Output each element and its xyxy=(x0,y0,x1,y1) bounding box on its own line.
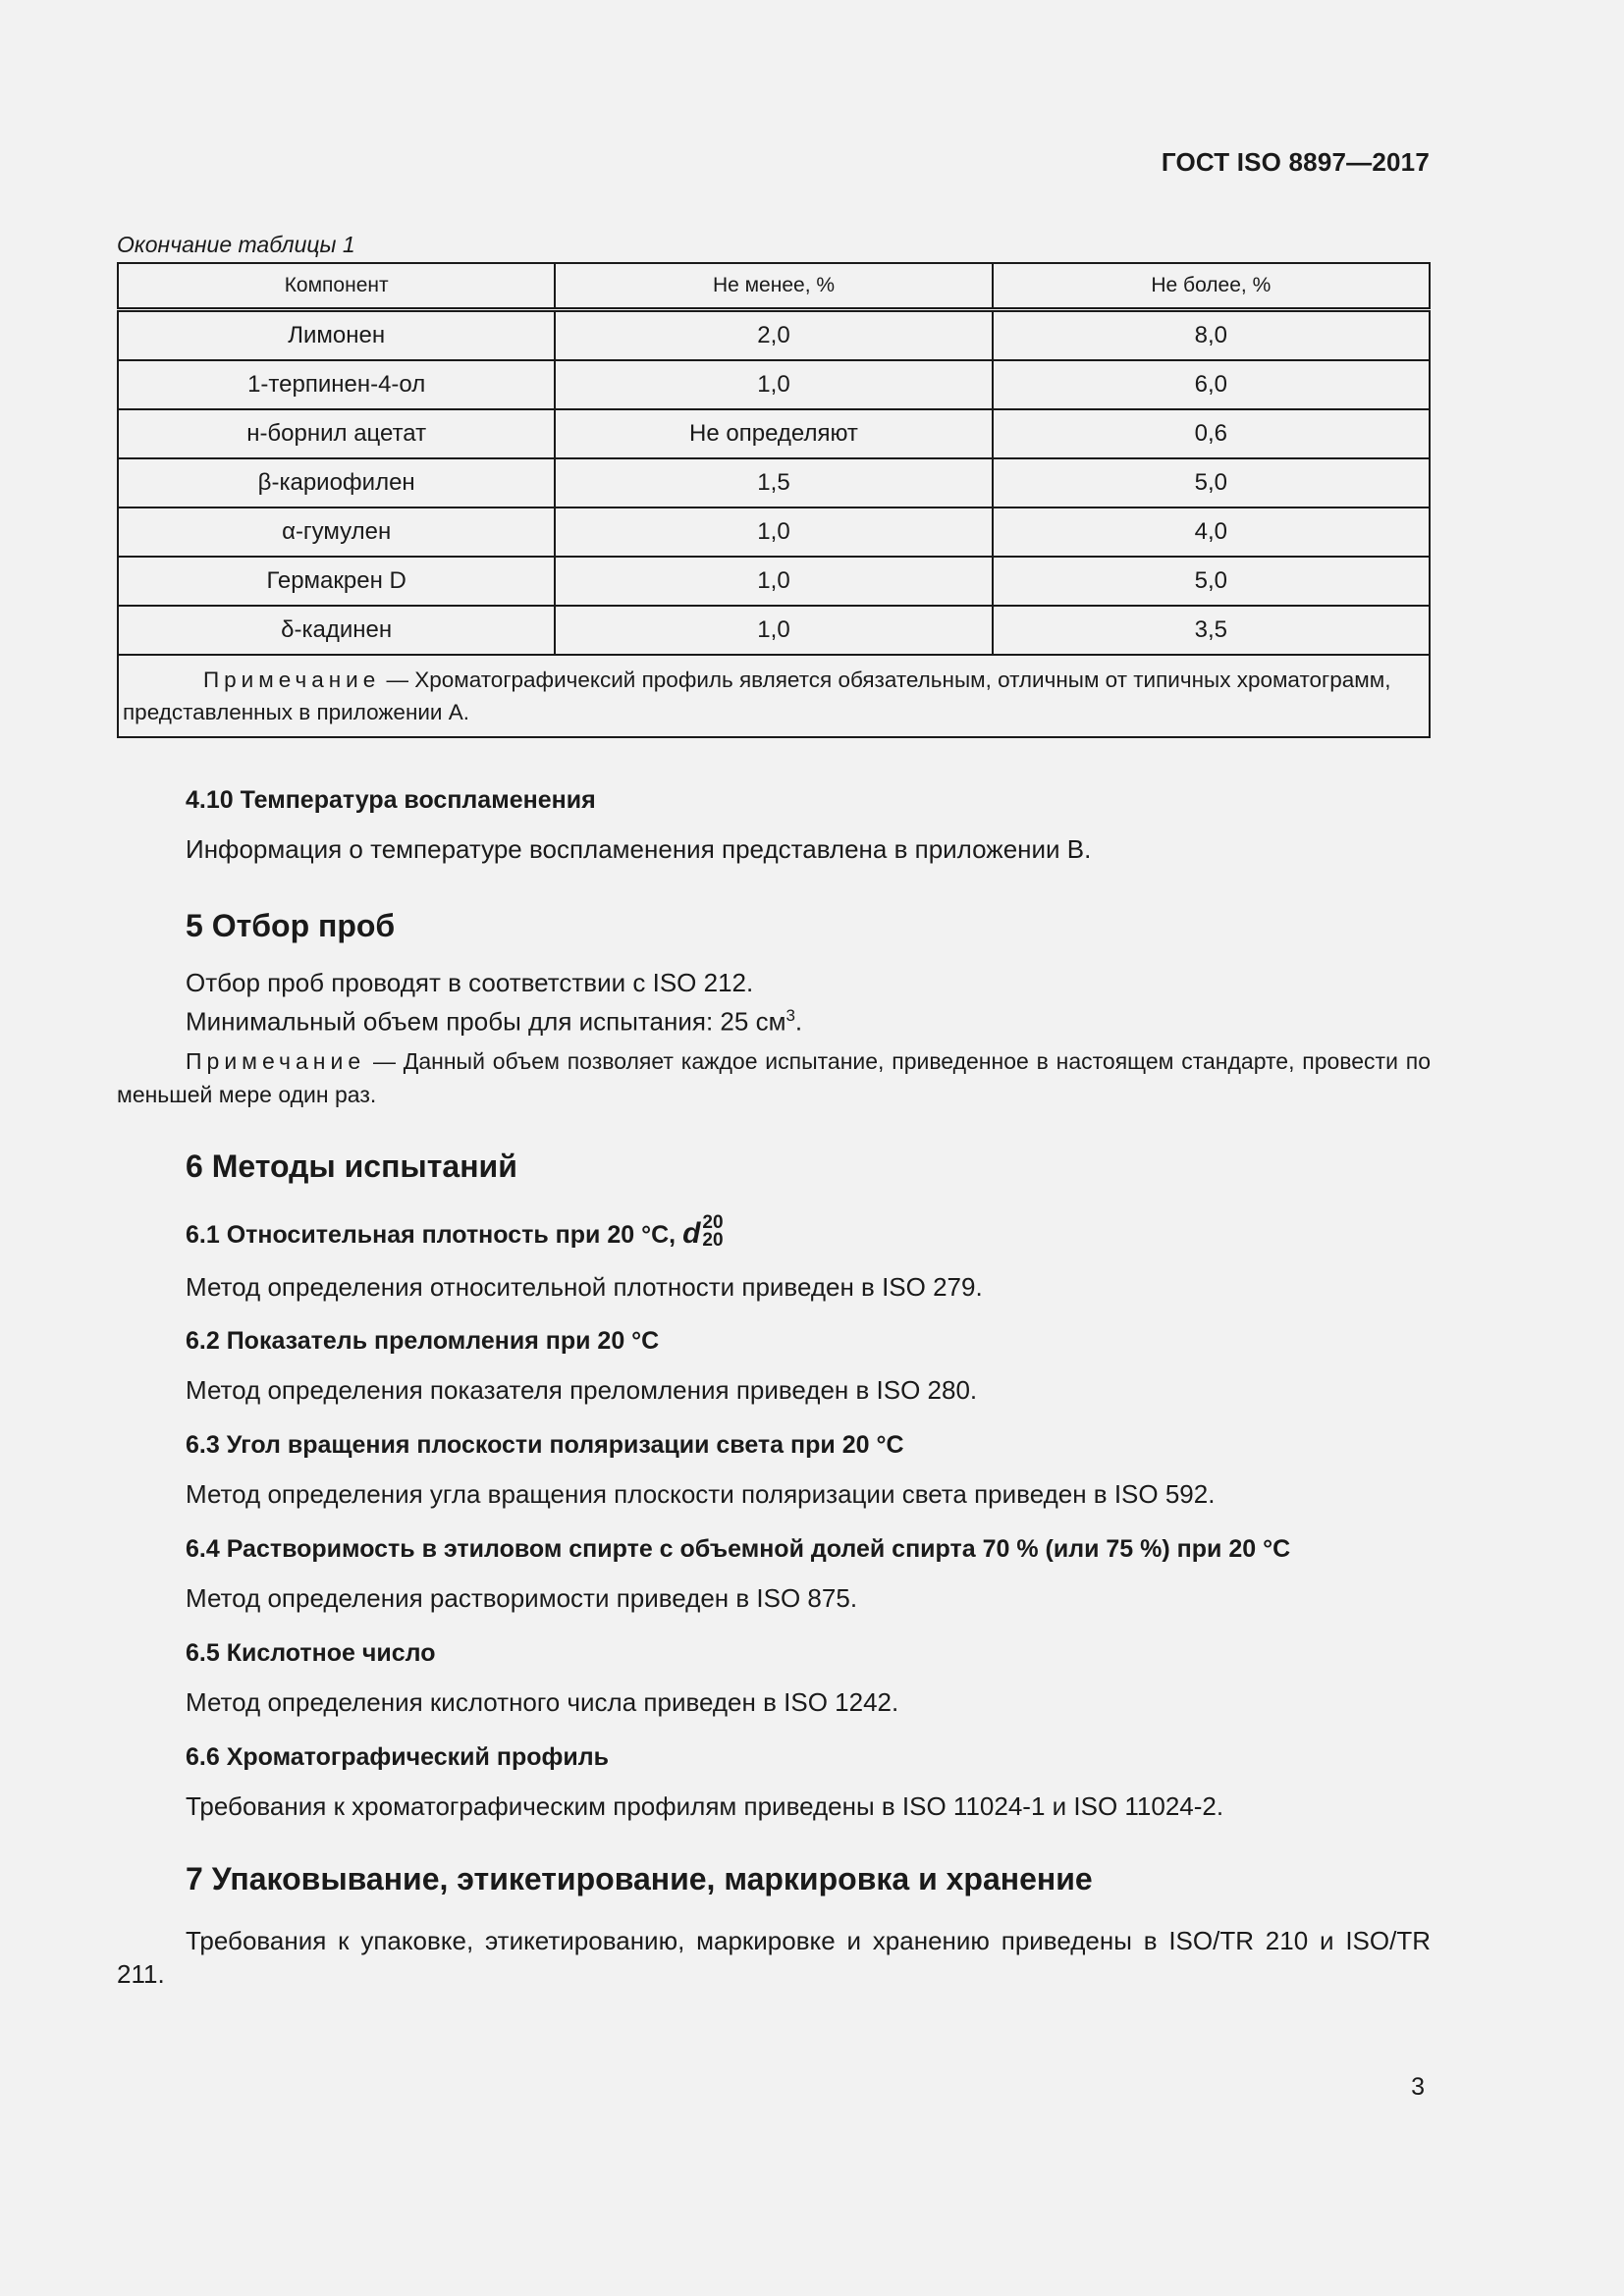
note-text: — Хроматографичексий профиль является обязательным, отличным от типичных хроматограмм, представленных в приложении А. xyxy=(123,667,1391,724)
section-heading-7: 7 Упаковывание, этикетирование, маркировка и хранение xyxy=(186,1861,1093,1896)
subsection-heading-6-1: 6.1 Относительная плотность при 20 °С, d 20 20 xyxy=(186,1212,724,1252)
note-label: Примечание xyxy=(186,1048,366,1074)
table-row xyxy=(118,507,1430,557)
table-cell: 5,0 xyxy=(993,458,1430,507)
section-text-5-line2: Минимальный объем пробы для испытания: 25 $см^3$. xyxy=(186,1006,803,1037)
table-cell: 6,0 xyxy=(993,360,1430,409)
table-cell: 4,0 xyxy=(993,507,1430,557)
table-cell: 1-терпинен-4-ол xyxy=(118,360,555,409)
subsection-heading-6-6: 6.6 Хроматографический профиль xyxy=(186,1743,609,1771)
column-header: Не более, % xyxy=(993,263,1430,310)
document-id: ГОСТ ISO 8897—2017 xyxy=(1161,147,1430,177)
components-table xyxy=(117,262,1431,738)
table-row xyxy=(118,458,1430,507)
note-label: Примечание xyxy=(203,667,381,692)
table-row xyxy=(118,310,1430,361)
section-text-7: Требования к упаковке, этикетированию, маркировке и хранению приведены в ISO/TR 210 и ISO/TR 211. xyxy=(117,1926,1431,1989)
table-cell: 1,0 xyxy=(555,360,992,409)
section-heading-5: 5 Отбор проб xyxy=(186,908,396,943)
subsection-text-6-4: Метод определения растворимости приведен в ISO 875. xyxy=(186,1583,858,1613)
subsection-text-6-5: Метод определения кислотного числа приведен в ISO 1242. xyxy=(186,1687,899,1717)
section-text-5-line1: Отбор проб проводят в соответствии с ISO 212. xyxy=(186,968,754,997)
column-header: Компонент xyxy=(118,263,555,310)
subsection-text-6-3: Метод определения угла вращения плоскости поляризации света приведен в ISO 592. xyxy=(186,1479,1216,1509)
subsection-heading-6-5: 6.5 Кислотное число xyxy=(186,1639,436,1667)
table-cell: 1,5 xyxy=(555,458,992,507)
table-cell: α-гумулен xyxy=(118,507,555,557)
section-heading-4-10: 4.10 Температура воспламенения xyxy=(186,786,596,814)
table-cell: δ-кадинен xyxy=(118,606,555,655)
table-row xyxy=(118,360,1430,409)
table-cell: н-борнил ацетат xyxy=(118,409,555,458)
column-header: Не менее, % xyxy=(555,263,992,310)
subsection-text-6-2: Метод определения показателя преломления приведен в ISO 280. xyxy=(186,1375,978,1405)
table-cell: Не определяют xyxy=(555,409,992,458)
section-text-4-10: Информация о температуре воспламенения представлена в приложении В. xyxy=(186,834,1092,864)
table-cell: 1,0 xyxy=(555,557,992,606)
table-caption: Окончание таблицы 1 xyxy=(117,232,355,257)
subsection-heading-6-2: 6.2 Показатель преломления при 20 °С xyxy=(186,1327,660,1355)
density-indices: 20 20 xyxy=(702,1212,724,1252)
section-5-note xyxy=(117,1044,1431,1111)
table-note-row xyxy=(118,655,1430,737)
table-cell: Лимонен xyxy=(118,310,555,361)
table-cell: Гермакрен D xyxy=(118,557,555,606)
table-cell: 8,0 xyxy=(993,310,1430,361)
page-number: 3 xyxy=(1411,2073,1425,2101)
table-cell: 3,5 xyxy=(993,606,1430,655)
subsection-heading-6-3: 6.3 Угол вращения плоскости поляризации света при 20 °С xyxy=(186,1431,904,1459)
note-text: — Данный объем позволяет каждое испытание, приведенное в настоящем стандарте, провести по меньшей мере один раз. xyxy=(117,1048,1431,1107)
table-cell: β-кариофилен xyxy=(118,458,555,507)
table-cell: 1,0 xyxy=(555,606,992,655)
subsection-text-6-1: Метод определения относительной плотности приведен в ISO 279. xyxy=(186,1272,983,1302)
table-header-row xyxy=(118,263,1430,310)
section-heading-6: 6 Методы испытаний xyxy=(186,1148,517,1184)
superscript-3: 3 xyxy=(785,1006,795,1025)
table-note xyxy=(118,655,1430,737)
table-row xyxy=(118,606,1430,655)
table-cell: 1,0 xyxy=(555,507,992,557)
table-row xyxy=(118,409,1430,458)
density-symbol: d xyxy=(682,1217,701,1250)
table-cell: 2,0 xyxy=(555,310,992,361)
subsection-text-6-6: Требования к хроматографическим профилям приведены в ISO 11024-1 и ISO 11024-2. xyxy=(186,1791,1224,1821)
subsection-heading-6-4: 6.4 Растворимость в этиловом спирте с объемной долей спирта 70 % (или 75 %) при 20 °С xyxy=(186,1535,1291,1563)
table-cell: 0,6 xyxy=(993,409,1430,458)
table-cell: 5,0 xyxy=(993,557,1430,606)
table-row xyxy=(118,557,1430,606)
